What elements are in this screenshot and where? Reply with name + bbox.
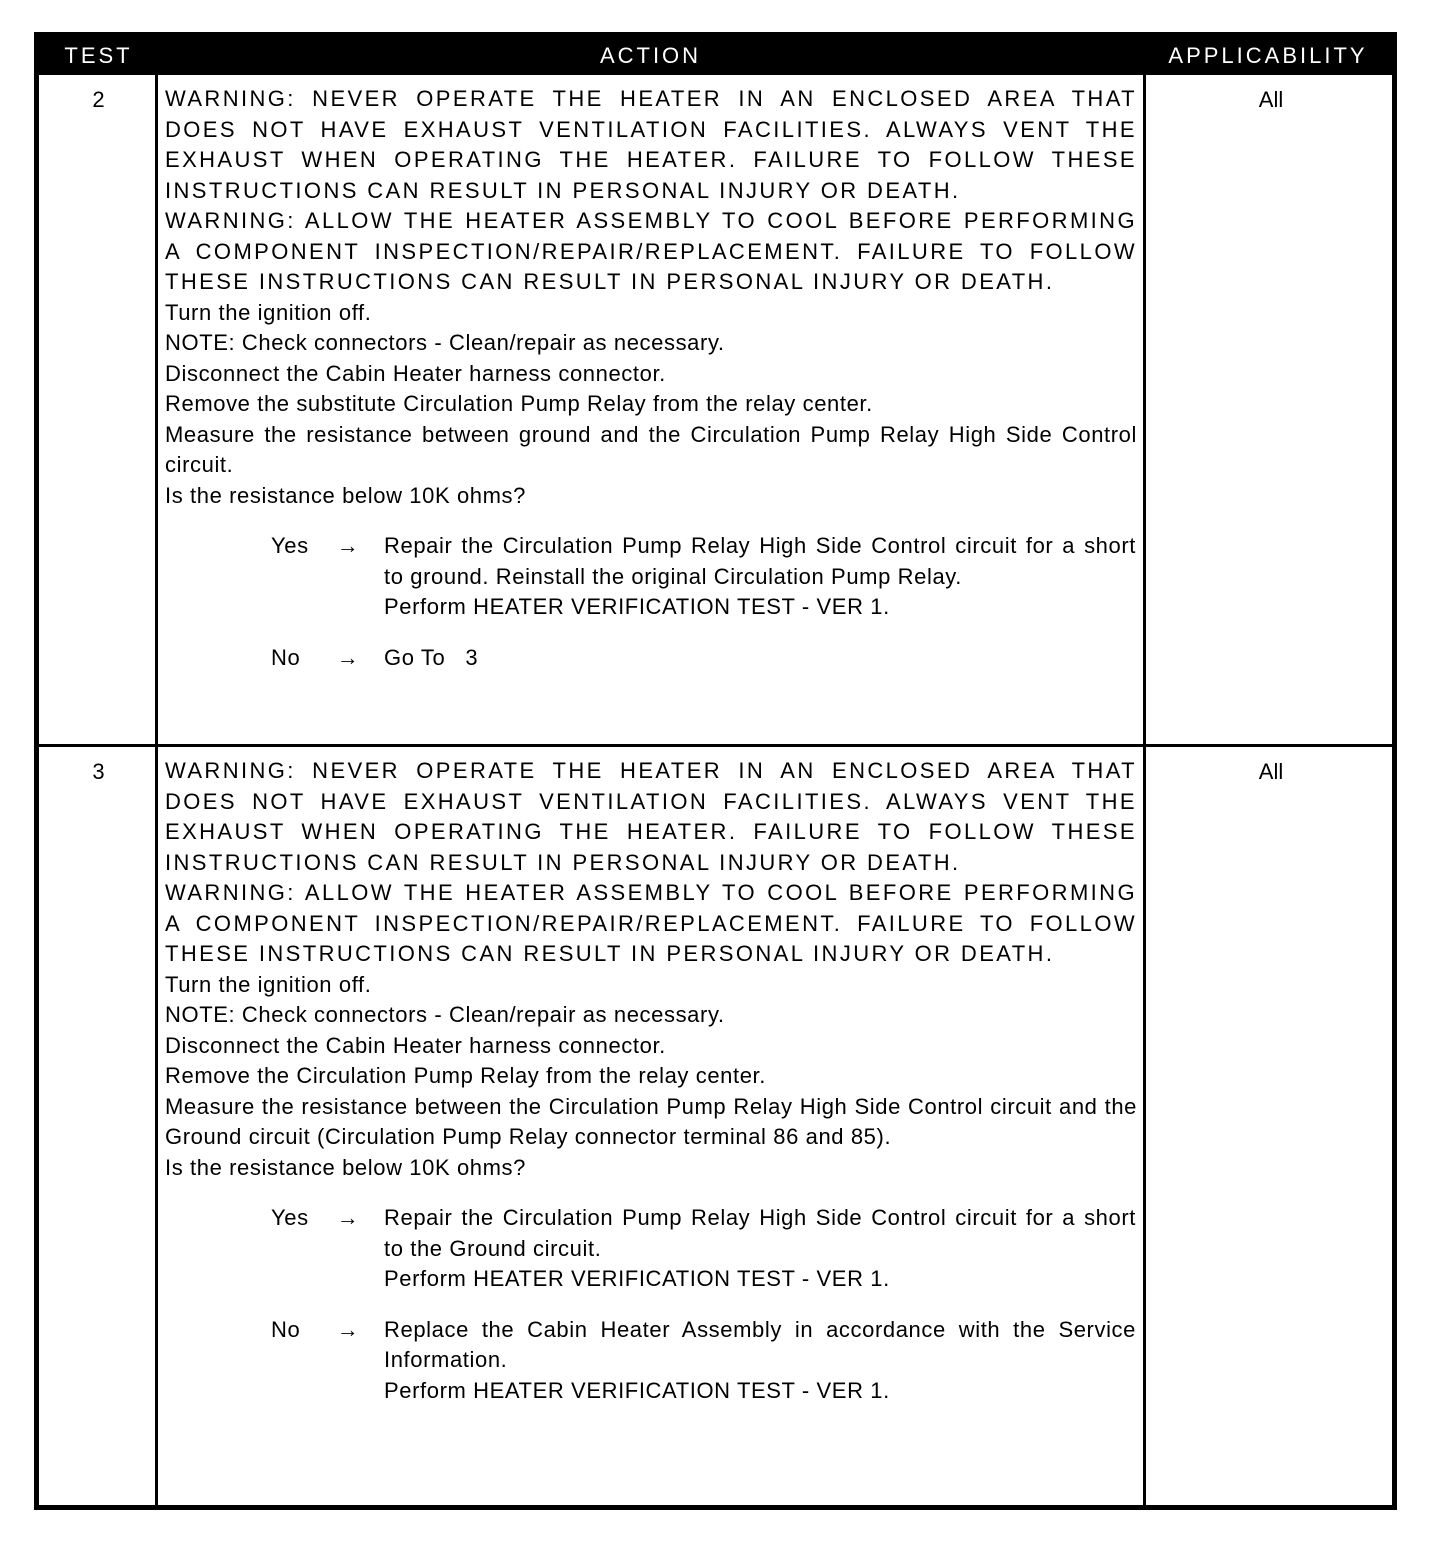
no-result-line: Replace the Cabin Heater Assembly in accordance with the Service Information.	[384, 1316, 1136, 1372]
warning-cool-down: WARNING: ALLOW THE HEATER ASSEMBLY TO COOL BEFORE PERFORMING A COMPONENT INSPECTION/REPAIR/REPLACEMENT. FAILURE TO FOLLOW THESE INSTRUCTIONS CAN RESULT IN PERSONAL INJURY OR DEATH.	[165, 880, 1137, 966]
step-remove-relay: Remove the Circulation Pump Relay from the relay center.	[165, 1063, 766, 1088]
no-label: No	[271, 1316, 301, 1342]
step-question: Is the resistance below 10K ohms?	[165, 482, 526, 508]
warning-cool-down: WARNING: ALLOW THE HEATER ASSEMBLY TO COOL BEFORE PERFORMING A COMPONENT INSPECTION/REPAIR/REPLACEMENT. FAILURE TO FOLLOW THESE INSTRUCTIONS CAN RESULT IN PERSONAL INJURY OR DEATH.	[165, 208, 1137, 294]
header-applicability: APPLICABILITY	[1168, 43, 1368, 68]
arrow-right-icon: →	[336, 644, 360, 670]
step-disconnect-harness: Disconnect the Cabin Heater harness connector.	[165, 1032, 666, 1058]
table-row-test-2	[39, 75, 1392, 744]
yes-result-line: Perform HEATER VERIFICATION TEST - VER 1.	[384, 1266, 890, 1291]
step-note-connectors: NOTE: Check connectors - Clean/repair as necessary.	[165, 330, 725, 355]
no-result-line: Go To 3	[384, 644, 479, 670]
yes-label: Yes	[271, 1205, 309, 1230]
step-note-connectors: NOTE: Check connectors - Clean/repair as necessary.	[165, 1002, 725, 1027]
test-number: 3	[92, 759, 105, 784]
diagnostic-test-table	[34, 32, 1397, 1510]
yes-label: Yes	[271, 533, 309, 558]
applicability-value: All	[1258, 759, 1284, 784]
table-row-test-3	[39, 747, 1392, 1510]
step-ignition-off: Turn the ignition off.	[165, 299, 372, 325]
yes-result-line: Perform HEATER VERIFICATION TEST - VER 1.	[384, 594, 890, 619]
yes-result-line: Repair the Circulation Pump Relay High Side Control circuit for a short to the Ground circuit.	[384, 1205, 1136, 1261]
header-test: TEST	[64, 43, 133, 68]
no-result-line: Perform HEATER VERIFICATION TEST - VER 1.	[384, 1377, 890, 1403]
arrow-right-icon: →	[336, 1205, 360, 1230]
step-question: Is the resistance below 10K ohms?	[165, 1154, 526, 1180]
arrow-right-icon: →	[336, 533, 360, 558]
branch-yes	[165, 531, 1137, 623]
test-number: 2	[92, 87, 105, 112]
branch-no	[165, 643, 1137, 674]
action-cell	[165, 756, 1137, 1406]
applicability-value: All	[1258, 87, 1284, 112]
header-action: ACTION	[599, 43, 702, 68]
warning-exhaust: WARNING: NEVER OPERATE THE HEATER IN AN ENCLOSED AREA THAT DOES NOT HAVE EXHAUST VENTILATION FACILITIES. ALWAYS VENT THE EXHAUST WHEN OPERATING THE HEATER. FAILURE TO FOLLOW THESE INSTRUCTIONS CAN RESULT IN PERSONAL INJURY OR DEATH.	[165, 758, 1137, 875]
no-label: No	[271, 644, 301, 670]
warning-exhaust: WARNING: NEVER OPERATE THE HEATER IN AN ENCLOSED AREA THAT DOES NOT HAVE EXHAUST VENTILATION FACILITIES. ALWAYS VENT THE EXHAUST WHEN OPERATING THE HEATER. FAILURE TO FOLLOW THESE INSTRUCTIONS CAN RESULT IN PERSONAL INJURY OR DEATH.	[165, 86, 1137, 203]
step-measure-resistance: Measure the resistance between the Circulation Pump Relay High Side Control circuit and the Ground circuit (Circulation Pump Relay connector terminal 86 and 85).	[165, 1093, 1137, 1149]
step-remove-relay: Remove the substitute Circulation Pump Relay from the relay center.	[165, 391, 873, 416]
step-measure-resistance: Measure the resistance between ground and the Circulation Pump Relay High Side Control circuit.	[165, 421, 1137, 477]
step-ignition-off: Turn the ignition off.	[165, 971, 372, 997]
table-header	[39, 37, 1392, 75]
action-cell	[165, 84, 1137, 673]
step-disconnect-harness: Disconnect the Cabin Heater harness connector.	[165, 360, 666, 386]
branch-yes	[165, 1203, 1137, 1295]
arrow-right-icon: →	[336, 1316, 360, 1342]
branch-no	[165, 1315, 1137, 1407]
yes-result-line: Repair the Circulation Pump Relay High Side Control circuit for a short to ground. Reinstall the original Circulation Pump Relay.	[384, 533, 1136, 589]
